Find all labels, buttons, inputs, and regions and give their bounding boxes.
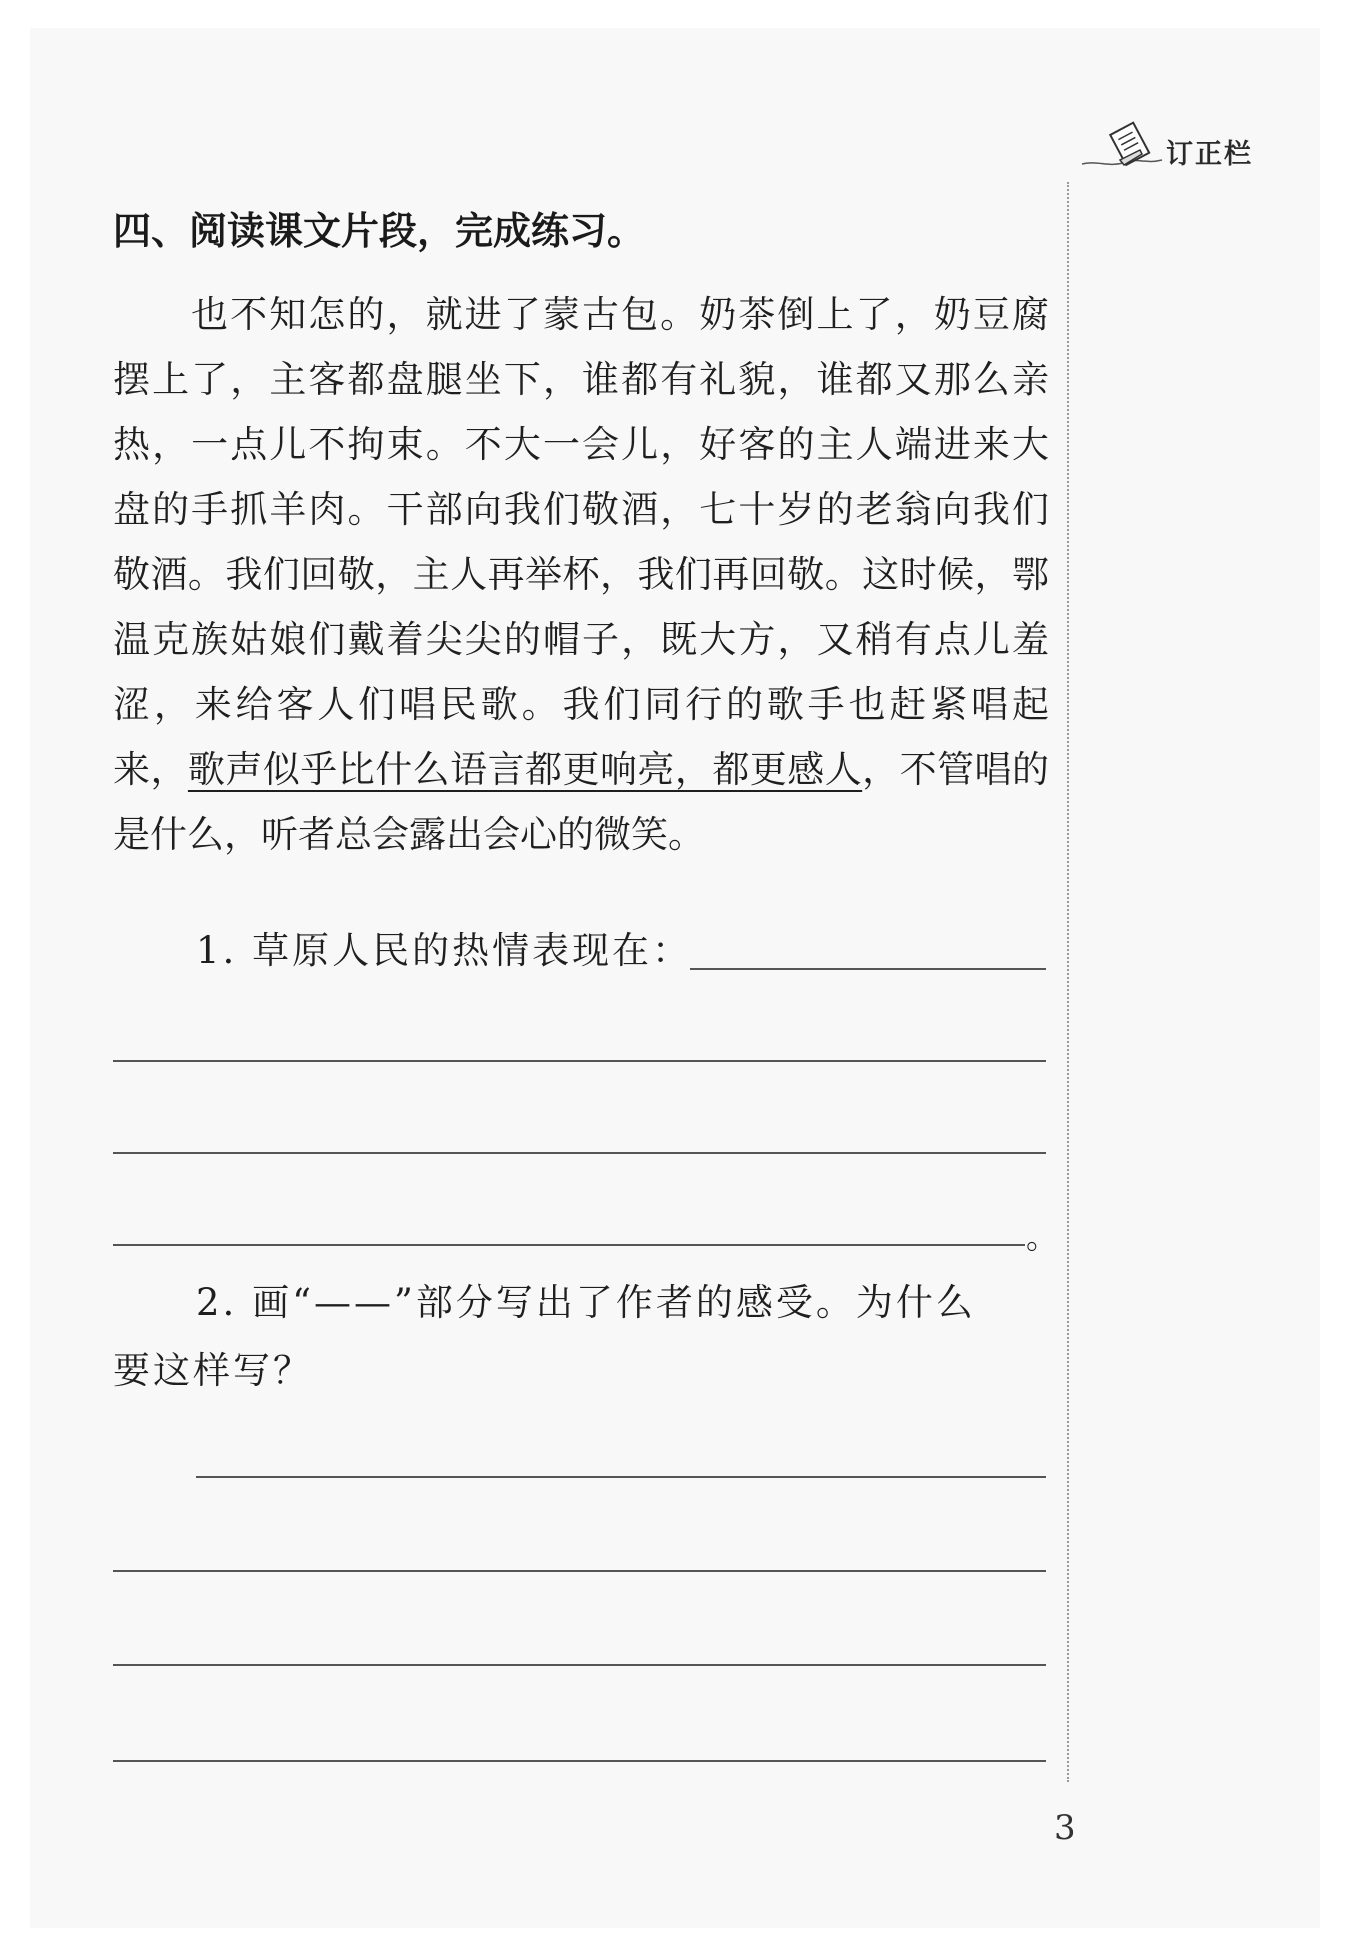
passage-line — [113, 737, 1049, 802]
answer-line[interactable] — [113, 1152, 1046, 1154]
passage-line: 是什么，听者总会露出会心的微笑。 — [113, 813, 705, 856]
question-2-line-2: 要这样写？ — [113, 1349, 313, 1392]
correction-column-header — [1080, 120, 1300, 180]
passage-text: ，不管唱的 — [862, 748, 1050, 791]
page-number: 3 — [1054, 1808, 1076, 1848]
passage-text: 来， — [113, 748, 188, 791]
answer-line[interactable] — [113, 1244, 1025, 1246]
correction-column-divider — [1067, 182, 1069, 1782]
correction-column-label: 订正栏 — [1166, 139, 1253, 170]
pencil-note-icon — [1080, 120, 1170, 176]
passage-line: 涩，来给客人们唱民歌。我们同行的歌手也赶紧唱起 — [113, 683, 1049, 726]
passage-line: 热，一点儿不拘束。不大一会儿，好客的主人端进来大 — [113, 423, 1049, 466]
question-2-line-1: 2. 画“——”部分写出了作者的感受。为什么 — [196, 1281, 976, 1324]
passage-line: 温克族姑娘们戴着尖尖的帽子，既大方，又稍有点儿羞 — [113, 618, 1049, 661]
passage-line: 盘的手抓羊肉。干部向我们敬酒，七十岁的老翁向我们 — [113, 488, 1049, 531]
answer-line[interactable] — [113, 1570, 1046, 1572]
passage-line: 敬酒。我们回敬，主人再举杯，我们再回敬。这时候，鄂 — [113, 553, 1049, 596]
underlined-sentence: 歌声似乎比什么语言都更响亮，都更感人 — [187, 748, 863, 791]
answer-line[interactable] — [113, 1060, 1046, 1062]
section-title: 四、阅读课文片段，完成练习。 — [113, 209, 646, 253]
passage-line: 也不知怎的，就进了蒙古包。奶茶倒上了，奶豆腐 — [191, 293, 1049, 336]
answer-line[interactable] — [690, 968, 1046, 970]
answer-end-period: 。 — [1026, 1218, 1059, 1256]
passage-line: 摆上了，主客都盘腿坐下，谁都有礼貌，谁都又那么亲 — [113, 358, 1049, 401]
question-1: 1. 草原人民的热情表现在： — [196, 929, 693, 972]
answer-line[interactable] — [113, 1664, 1046, 1666]
answer-line[interactable] — [196, 1476, 1046, 1478]
answer-line[interactable] — [113, 1760, 1046, 1762]
reading-passage — [113, 282, 1049, 867]
